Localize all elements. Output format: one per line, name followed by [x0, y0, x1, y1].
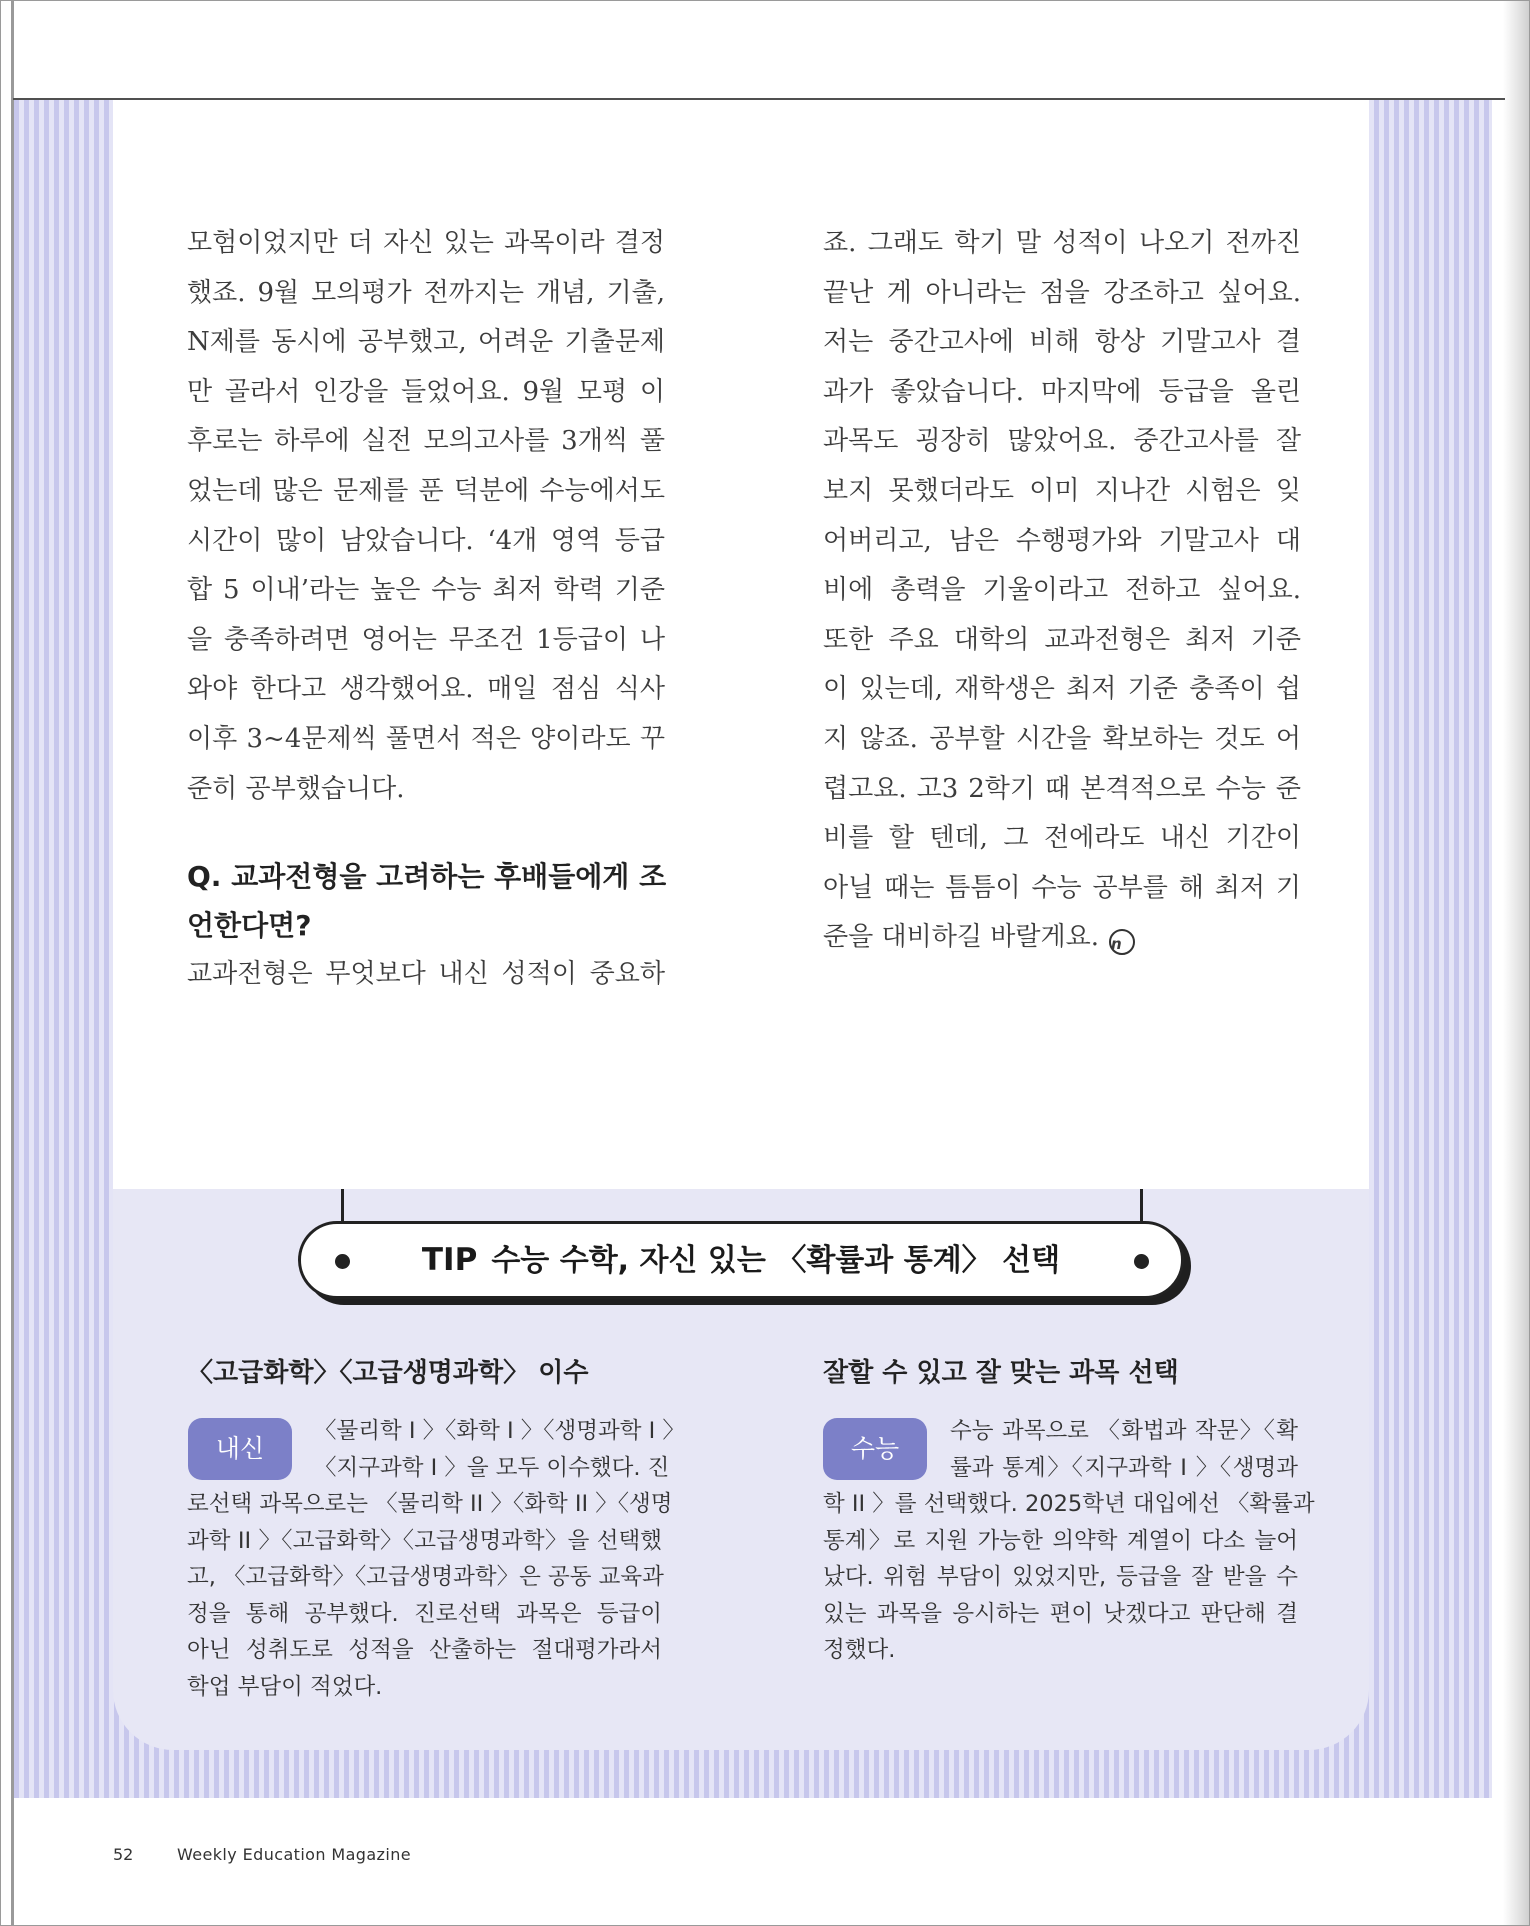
box-line: 학 II 〉를 선택했다. 2025학년 대입에선 〈확률과: [823, 1491, 1315, 1517]
box-line: 정했다.: [823, 1637, 896, 1663]
body-line: 또한 주요 대학의 교과전형은 최저 기준: [823, 624, 1301, 655]
tip-label: TIP: [421, 1242, 478, 1278]
body-line: 아닐 때는 틈틈이 수능 공부를 해 최저 기: [823, 872, 1301, 903]
body-line: 저는 중간고사에 비해 항상 기말고사 결: [823, 327, 1301, 358]
body-line: 이 있는데, 재학생은 최저 기준 충족이 쉽: [823, 674, 1301, 705]
box-line: 과학 II 〉〈고급화학〉〈고급생명과학〉을 선택했: [187, 1527, 662, 1554]
body-line: 합 5 이내’라는 높은 수능 최저 학력 기준: [187, 575, 665, 606]
body-line: 렵고요. 고3 2학기 때 본격적으로 수능 준: [823, 773, 1301, 804]
box-line: 〈지구과학 I 〉을 모두 이수했다. 진: [314, 1454, 670, 1481]
box-line: 로선택 과목으로는 〈물리학 II 〉〈화학 II 〉〈생명: [187, 1491, 673, 1517]
body-line: 시간이 많이 남았습니다. ‘4개 영역 등급: [187, 525, 665, 556]
body-line: 비에 총력을 기울이라고 전하고 싶어요.: [823, 575, 1301, 606]
naesin-badge: 내신: [188, 1418, 292, 1480]
body-line: 만 골라서 인강을 들었어요. 9월 모평 이: [187, 376, 665, 407]
spacer: [187, 814, 665, 852]
question-heading: 언한다면?: [187, 909, 312, 943]
box-line: 통계〉로 지원 가능한 의약학 계열이 다소 늘어: [823, 1527, 1298, 1554]
box-right-text: [823, 1413, 1315, 1669]
end-mark-icon: n: [1109, 929, 1135, 955]
body-line: 준히 공부했습니다.: [187, 773, 405, 804]
body-line: 교과전형은 무엇보다 내신 성적이 중요하: [187, 959, 665, 990]
box-line: 학업 부담이 적었다.: [187, 1673, 383, 1700]
body-line: 지 않죠. 공부할 시간을 확보하는 것도 어: [823, 723, 1301, 754]
tip-title: 수능 수학, 자신 있는 〈확률과 통계〉 선택: [491, 1243, 1061, 1278]
tip-dot-right: [1134, 1254, 1149, 1269]
body-line: 후로는 하루에 실전 모의고사를 3개씩 풀: [187, 426, 665, 457]
body-line: 과목도 굉장히 많았어요. 중간고사를 잘: [823, 426, 1301, 457]
box-line: 〈물리학 I 〉〈화학 I 〉〈생명과학 I 〉: [314, 1418, 685, 1444]
body-line-final: [823, 913, 1301, 963]
tip-title-box: [298, 1221, 1184, 1299]
box-right-heading: 잘할 수 있고 잘 맞는 과목 선택: [823, 1358, 1179, 1388]
page-right-shadow: [1503, 1, 1529, 1925]
box-line: 률과 통계〉〈지구과학 I 〉〈생명과: [950, 1454, 1298, 1481]
body-line: 었는데 많은 문제를 푼 덕분에 수능에서도: [187, 475, 665, 506]
box-line: 수능 과목으로 〈화법과 작문〉〈확: [950, 1418, 1298, 1444]
body-line: 끝난 게 아니라는 점을 강조하고 싶어요.: [823, 277, 1301, 308]
box-left-heading: 〈고급화학〉〈고급생명과학〉 이수: [187, 1358, 589, 1388]
body-line: 보지 못했더라도 이미 지나간 시험은 잊: [823, 475, 1301, 506]
box-line: 아닌 성취도로 성적을 산출하는 절대평가라서: [187, 1637, 662, 1663]
left-column: [187, 219, 665, 1000]
question-heading: Q. 교과전형을 고려하는 후배들에게 조: [187, 860, 667, 894]
body-line: 죠. 그래도 학기 말 성적이 나오기 전까진: [823, 228, 1301, 258]
body-line: 와야 한다고 생각했어요. 매일 점심 식사: [187, 674, 665, 705]
body-line: 을 충족하려면 영어는 무조건 1등급이 나: [187, 624, 665, 655]
box-line: 정을 통해 공부했다. 진로선택 과목은 등급이: [187, 1600, 662, 1627]
box-line: 났다. 위험 부담이 있었지만, 등급을 잘 받을 수: [823, 1564, 1298, 1590]
final-sentence: 준을 대비하길 바랄게요.: [823, 922, 1099, 953]
body-line: 모험이었지만 더 자신 있는 과목이라 결정: [187, 228, 665, 258]
body-line: 이후 3~4문제씩 풀면서 적은 양이라도 꾸: [187, 723, 665, 754]
page-number: 52: [113, 1845, 134, 1864]
body-line: 비를 할 텐데, 그 전에라도 내신 기간이: [823, 823, 1301, 854]
body-line: N제를 동시에 공부했고, 어려운 기출문제: [187, 327, 665, 358]
box-left-text: [187, 1413, 685, 1705]
box-line: 고, 〈고급화학〉〈고급생명과학〉은 공동 교육과: [187, 1564, 664, 1590]
magazine-name: Weekly Education Magazine: [177, 1845, 411, 1864]
right-column: [823, 219, 1301, 963]
body-line: 했죠. 9월 모의평가 전까지는 개념, 기출,: [187, 277, 665, 308]
suneung-badge: 수능: [823, 1418, 927, 1480]
tip-dot-left: [335, 1254, 350, 1269]
body-line: 과가 좋았습니다. 마지막에 등급을 올린: [823, 376, 1301, 407]
box-line: 있는 과목을 응시하는 편이 낫겠다고 판단해 결: [823, 1600, 1298, 1627]
body-line: 어버리고, 남은 수행평가와 기말고사 대: [823, 525, 1301, 556]
